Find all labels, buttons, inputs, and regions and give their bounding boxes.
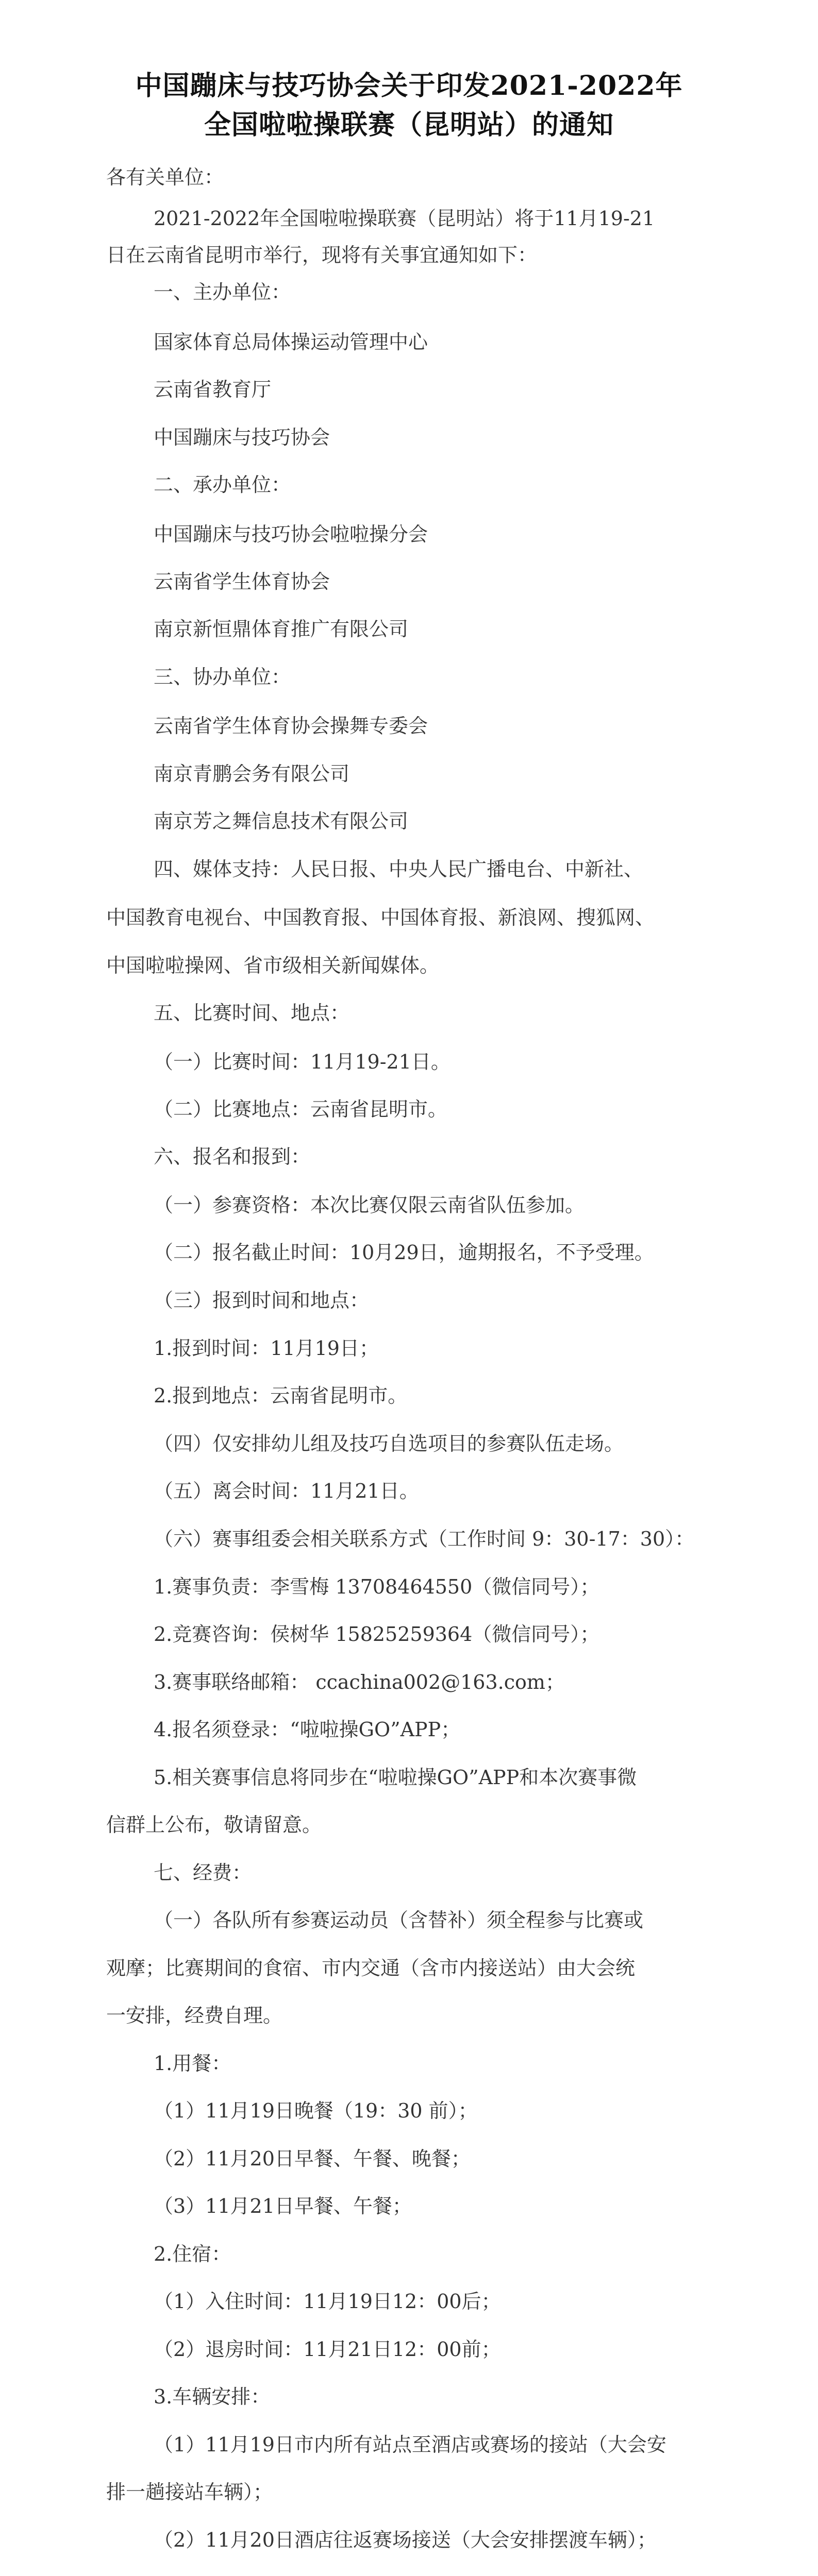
- section-heading: 七、经费：: [154, 1861, 252, 1884]
- section-heading: 一、主办单位：: [154, 281, 291, 303]
- paragraph-line: 1.赛事负责：李雪梅 13708464550（微信同号）；: [154, 1575, 600, 1598]
- paragraph-line: （三）报到时间和地点：: [154, 1289, 370, 1312]
- paragraph-line: 中国啦啦操网、省市级相关新闻媒体。: [106, 954, 440, 977]
- paragraph-line: （一）比赛时间：11月19-21日。: [154, 1050, 450, 1073]
- paragraph-line: （一）参赛资格：本次比赛仅限云南省队伍参加。: [154, 1194, 585, 1216]
- paragraph-line: 南京芳之舞信息技术有限公司: [154, 810, 409, 833]
- document-title-line1: 中国蹦床与技巧协会关于印发2021-2022年: [135, 70, 683, 101]
- paragraph-line: 2.竞赛咨询：侯树华 15825259364（微信同号）；: [154, 1623, 600, 1646]
- paragraph-line: （1）入住时间：11月19日12：00后；: [154, 2290, 501, 2313]
- paragraph-line: 南京青鹏会务有限公司: [154, 762, 350, 785]
- section-heading: 二、承办单位：: [154, 473, 291, 496]
- paragraph-line: （2）11月20日早餐、午餐、晚餐；: [154, 2147, 471, 2170]
- section-heading: 六、报名和报到：: [154, 1145, 311, 1168]
- paragraph-line: （一）各队所有参赛运动员（含替补）须全程参与比赛或: [154, 1909, 644, 1931]
- paragraph-line: 四、媒体支持：人民日报、中央人民广播电台、中新社、: [154, 858, 644, 880]
- paragraph-line: 观摩；比赛期间的食宿、市内交通（含市内接送站）由大会统: [106, 1957, 636, 1979]
- paragraph-line: （五）离会时间：11月21日。: [154, 1480, 419, 1502]
- salutation: 各有关单位：: [106, 166, 224, 189]
- paragraph-line: 南京新恒鼎体育推广有限公司: [154, 618, 409, 640]
- paragraph-line: （二）比赛地点：云南省昆明市。: [154, 1098, 448, 1121]
- paragraph-line: 2.住宿：: [154, 2243, 231, 2265]
- paragraph-line: 云南省学生体育协会: [154, 570, 330, 593]
- paragraph-line: 云南省教育厅: [154, 378, 272, 401]
- paragraph-line: （1）11月19日晚餐（19：30 前）；: [154, 2099, 478, 2122]
- paragraph-line: （1）11月19日市内所有站点至酒店或赛场的接站（大会安: [154, 2433, 666, 2456]
- paragraph-line: 4.报名须登录：“啦啦操GO”APP；: [154, 1718, 461, 1741]
- section-heading: 五、比赛时间、地点：: [154, 1002, 350, 1024]
- paragraph-line: 信群上公布，敬请留意。: [106, 1814, 322, 1836]
- paragraph-line: 3.赛事联络邮箱： ccachina002@163.com；: [154, 1671, 565, 1693]
- paragraph-line: （2）退房时间：11月21日12：00前；: [154, 2338, 501, 2361]
- paragraph-line: 5.相关赛事信息将同步在“啦啦操GO”APP和本次赛事微: [154, 1766, 637, 1789]
- document-title-line2: 全国啦啦操联赛（昆明站）的通知: [204, 109, 614, 141]
- paragraph-line: （六）赛事组委会相关联系方式（工作时间 9：30-17：30）：: [154, 1528, 695, 1550]
- paragraph-line: 日在云南省昆明市举行，现将有关事宜通知如下：: [106, 244, 538, 266]
- paragraph-line: 1.用餐：: [154, 2052, 231, 2075]
- paragraph-line: （四）仅安排幼儿组及技巧自选项目的参赛队伍走场。: [154, 1432, 624, 1455]
- paragraph-line: 2021-2022年全国啦啦操联赛（昆明站）将于11月19-21: [154, 207, 655, 230]
- paragraph-line: 一安排，经费自理。: [106, 2004, 283, 2027]
- paragraph-line: 中国蹦床与技巧协会: [154, 426, 330, 449]
- paragraph-line: 云南省学生体育协会操舞专委会: [154, 715, 428, 737]
- paragraph-line: 2.报到地点：云南省昆明市。: [154, 1384, 408, 1407]
- paragraph-line: （2）11月20日酒店往返赛场接送（大会安排摆渡车辆）；: [154, 2529, 657, 2551]
- paragraph-line: 排一趟接站车辆）；: [106, 2481, 273, 2503]
- paragraph-line: 3.车辆安排：: [154, 2385, 271, 2408]
- paragraph-line: 中国蹦床与技巧协会啦啦操分会: [154, 523, 428, 546]
- paragraph-line: （3）11月21日早餐、午餐；: [154, 2195, 412, 2217]
- section-heading: 三、协办单位：: [154, 666, 291, 688]
- paragraph-line: 中国教育电视台、中国教育报、中国体育报、新浪网、搜狐网、: [106, 906, 655, 929]
- paragraph-line: 1.报到时间：11月19日；: [154, 1337, 379, 1360]
- paragraph-line: （二）报名截止时间：10月29日，逾期报名，不予受理。: [154, 1241, 654, 1264]
- paragraph-line: 国家体育总局体操运动管理中心: [154, 331, 428, 353]
